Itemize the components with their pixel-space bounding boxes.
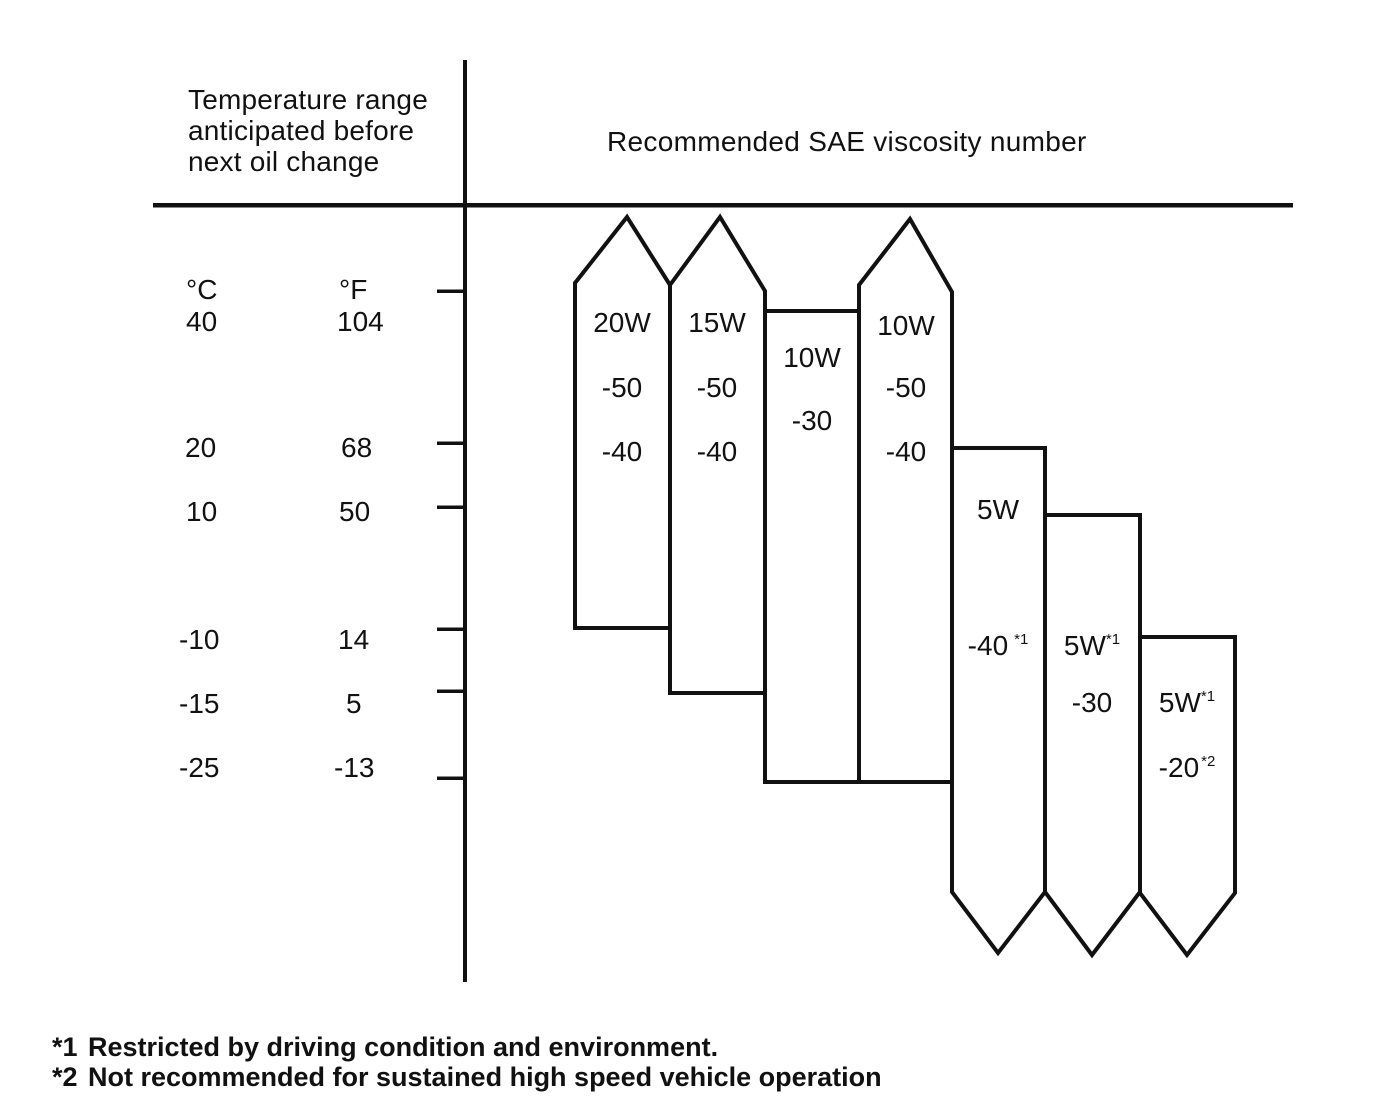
footnote-1-text: Restricted by driving condition and environment. — [88, 1032, 719, 1062]
unit-fahrenheit-label: °F — [339, 274, 368, 305]
bar-5w30-shape — [1045, 515, 1140, 955]
temp-c-10: 10 — [186, 496, 218, 527]
temp-f-14: 14 — [338, 624, 370, 655]
left-axis-title-line: anticipated before — [188, 115, 415, 146]
footnote-2-marker: *2 — [52, 1062, 78, 1092]
temp-f-5: 5 — [346, 688, 362, 719]
bar-20w50-grade-label: 20W — [593, 307, 651, 338]
bar-10w50-shape — [859, 219, 952, 782]
bar-5w30-value-label: -30 — [1071, 687, 1113, 718]
bar-20w50-value-label: -40 — [601, 436, 643, 467]
bar-5w30-grade-label: $5W^{*1}$ — [1063, 630, 1121, 661]
footnote-ref-1: *1 — [1105, 630, 1121, 648]
temp-tick-marks — [437, 291, 465, 778]
bar-5w20-shape — [1140, 637, 1235, 955]
bar-10w30-grade-label: 10W — [783, 342, 841, 373]
bar-5w20-grade-label: $5W^{*1}$ — [1158, 687, 1216, 718]
bar-15w50-value-label: -50 — [696, 372, 738, 403]
bar-20w50-shape — [575, 217, 670, 628]
bar-10w30-value-label: -30 — [791, 405, 833, 436]
footnote-ref-1: *1 — [1200, 687, 1216, 705]
temp-f-68: 68 — [341, 432, 373, 463]
temp-f-minus13: -13 — [334, 752, 375, 783]
footnote-ref-1: *1 — [1014, 630, 1029, 648]
left-axis-title-line: next oil change — [188, 146, 380, 177]
temp-c-40: 40 — [186, 306, 218, 337]
footnote-ref-2: *2 — [1201, 752, 1216, 770]
chart-title: Recommended SAE viscosity number — [607, 126, 1087, 157]
footnote-2 — [52, 1062, 882, 1092]
footnote-1-marker: *1 — [52, 1032, 78, 1062]
bar-10w50-value-label: -40 — [885, 436, 927, 467]
temp-f-50: 50 — [339, 496, 371, 527]
bar-15w50-grade-label: 15W — [688, 307, 746, 338]
footnote-2-text: Not recommended for sustained high speed vehicle operation — [88, 1062, 882, 1092]
bar-10w50-value-label: -50 — [885, 372, 927, 403]
temp-c-minus15: -15 — [179, 688, 220, 719]
bar-5w40-grade-label: 5W — [977, 494, 1019, 525]
left-axis-title — [188, 84, 428, 177]
temp-c-minus10: -10 — [179, 624, 220, 655]
left-axis-title-line: Temperature range — [188, 84, 428, 115]
footnote-1 — [52, 1032, 718, 1062]
bar-15w50-value-label: -40 — [696, 436, 738, 467]
temp-c-minus25: -25 — [179, 752, 220, 783]
temp-c-20: 20 — [185, 432, 217, 463]
temp-f-104: 104 — [337, 306, 384, 337]
unit-celsius-label: °C — [186, 274, 218, 305]
bar-20w50-value-label: -50 — [601, 372, 643, 403]
bar-10w30-shape — [765, 311, 859, 782]
bar-5w40-value-label: -40 $^{*1}$ — [967, 630, 1029, 661]
bar-10w50-grade-label: 10W — [877, 310, 935, 341]
bar-5w20-value-label: -20 $^{*2}$ — [1158, 752, 1216, 783]
